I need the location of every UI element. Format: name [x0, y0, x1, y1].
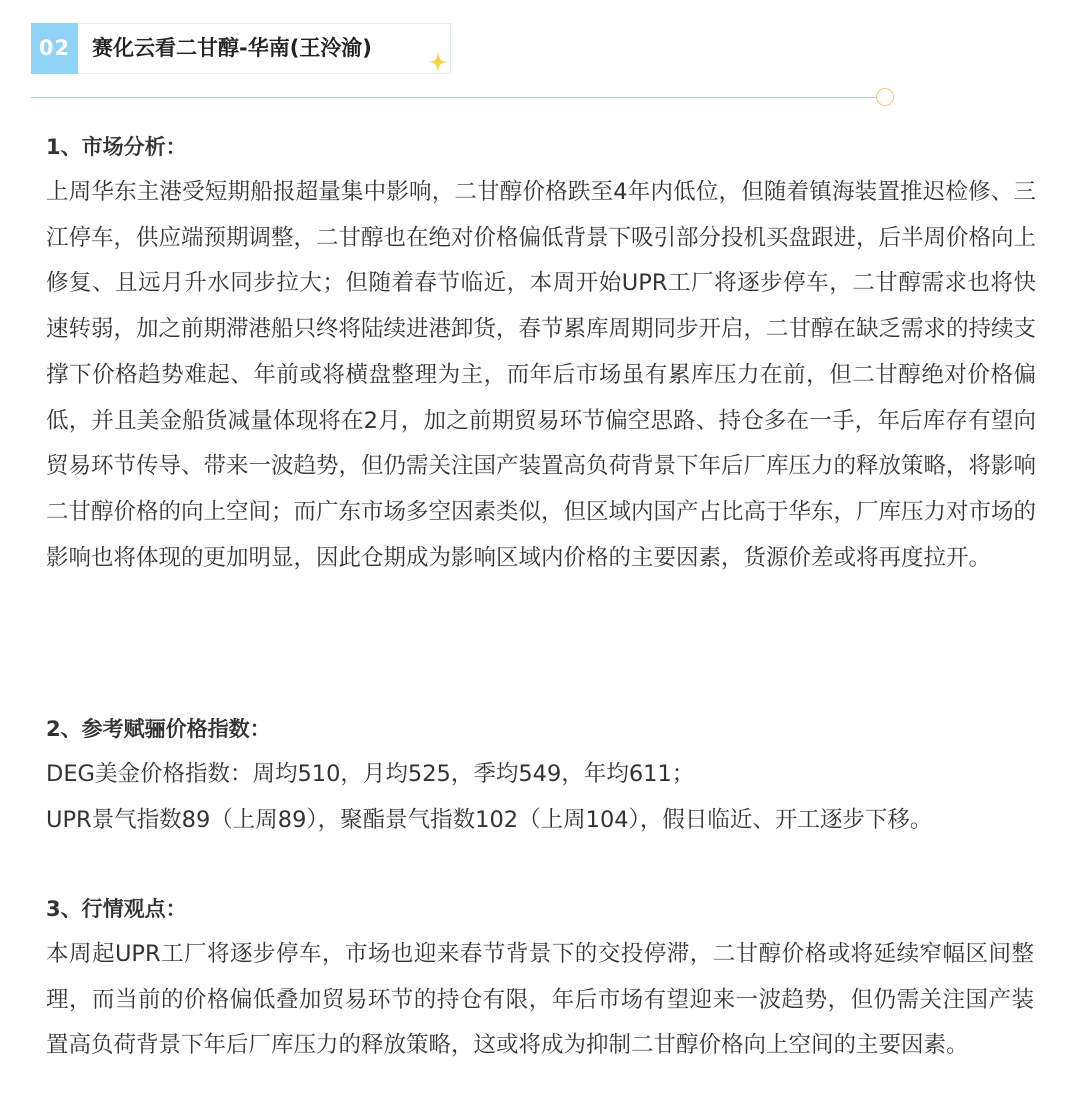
section-title: 赛化云看二甘醇-华南(王泠渝): [92, 36, 372, 60]
section-heading: 2、参考赋骊价格指数：: [46, 717, 271, 741]
section-market-analysis: [46, 124, 1036, 581]
index-line: DEG美金价格指数：周均510，月均525，季均549，年均611；: [46, 761, 695, 787]
section-market-view: [46, 886, 1034, 1069]
section-price-index: [46, 706, 932, 843]
ring-ornament-icon: [876, 88, 894, 106]
section-heading: 3、行情观点：: [46, 897, 187, 921]
section-header: [31, 23, 451, 74]
section-paragraph: 上周华东主港受短期船报超量集中影响，二甘醇价格跌至4年内低位，但随着镇海装置推迟检修、三江停车，供应端预期调整，二甘醇也在绝对价格偏低背景下吸引部分投机买盘跟进，后半周价格向上修复、且远月升水同步拉大；但随着春节临近，本周开始UPR工厂将逐步停车，二甘醇需求也将快速转弱，加之前期滞港船只终将陆续进港卸货，春节累库周期同步开启，二甘醇在缺乏需求的持续支撑下价格趋势难起、年前或将横盘整理为主，而年后市场虽有累库压力在前，但二甘醇绝对价格偏低，并且美金船货减量体现将在2月，加之前期贸易环节偏空思路、持仓多在一手，年后库存有望向贸易环节传导、带来一波趋势，但仍需关注国产装置高负荷背景下年后厂库压力的释放策略，将影响二甘醇价格的向上空间；而广东市场多空因素类似，但区域内国产占比高于华东，厂库压力对市场的影响也将体现的更加明显，因此仓期成为影响区域内价格的主要因素，货源价差或将再度拉开。: [46, 179, 1037, 571]
section-number-badge: 02: [31, 23, 78, 74]
header-divider: [31, 97, 876, 98]
section-paragraph: 本周起UPR工厂将逐步停车，市场也迎来春节背景下的交投停滞，二甘醇价格或将延续窄幅区间整理，而当前的价格偏低叠加贸易环节的持仓有限，年后市场有望迎来一波趋势，但仍需关注国产装置高负荷背景下年后厂库压力的释放策略，这或将成为抑制二甘醇价格向上空间的主要因素。: [46, 941, 1034, 1059]
section-heading: 1、市场分析：: [46, 135, 187, 159]
section-title-box: [78, 23, 451, 74]
sparkle-icon: [428, 50, 448, 74]
index-line: UPR景气指数89（上周89），聚酯景气指数102（上周104），假日临近、开工逐步下移。: [46, 806, 933, 833]
